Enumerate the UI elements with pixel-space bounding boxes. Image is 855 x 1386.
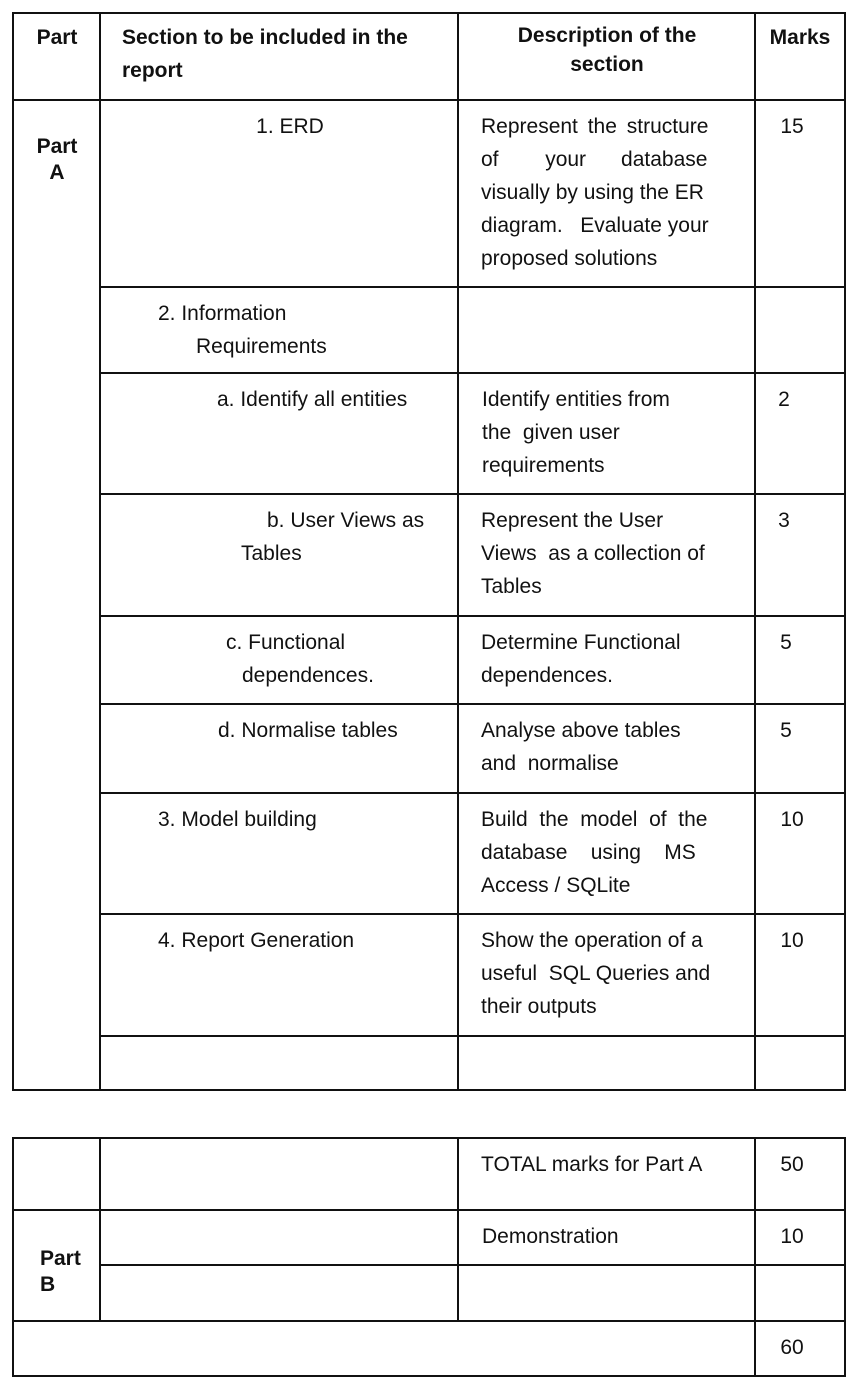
part-b-label <box>40 1246 100 1298</box>
marks-cell: 2 <box>778 388 790 411</box>
header-marks: Marks <box>769 26 831 49</box>
section-cell: 4. Report Generation <box>158 929 355 952</box>
desc-line: Build the model of the <box>481 808 708 831</box>
desc-line: Identify entities from <box>482 388 670 411</box>
desc-line: Determine Functional <box>481 631 681 654</box>
section-line: dependences. <box>242 664 374 687</box>
part-a-label <box>14 134 100 186</box>
section-line: Tables <box>241 542 302 565</box>
desc-line: of your database <box>481 148 708 171</box>
desc-line: database using MS <box>481 841 696 864</box>
desc-line: dependences. <box>481 664 613 687</box>
header-description-line2: section <box>570 53 644 76</box>
description-cell <box>481 110 741 275</box>
marks-cell: 5 <box>780 719 792 742</box>
desc-line: proposed solutions <box>481 247 658 270</box>
part-a-label-line1: Part <box>36 135 78 158</box>
description-cell <box>481 714 743 780</box>
section-cell: a. Identify all entities <box>217 388 408 411</box>
total-part-a-label: TOTAL marks for Part A <box>481 1153 703 1176</box>
description-cell <box>482 383 742 482</box>
section-line: b. User Views as <box>267 509 425 532</box>
total-part-a-marks: 50 <box>780 1153 804 1176</box>
desc-line: visually by using the ER <box>481 181 704 204</box>
header-part: Part <box>36 26 78 49</box>
desc-line: Represent the User <box>481 509 664 532</box>
section-cell <box>226 626 451 692</box>
desc-line: Represent the structure <box>481 115 709 138</box>
desc-line: Analyse above tables <box>481 719 681 742</box>
description-cell <box>481 803 741 902</box>
desc-line: Access / SQLite <box>481 874 631 897</box>
section-cell: d. Normalise tables <box>218 719 398 742</box>
description-cell <box>481 626 743 692</box>
desc-line: useful SQL Queries and <box>481 962 711 985</box>
desc-line: Tables <box>481 575 542 598</box>
desc-line: diagram. Evaluate your <box>481 214 709 237</box>
marks-cell: 15 <box>780 115 804 138</box>
section-cell <box>241 504 451 570</box>
part-a-label-line2: A <box>49 161 65 184</box>
demonstration-marks: 10 <box>780 1225 804 1248</box>
desc-line: Show the operation of a <box>481 929 703 952</box>
description-cell <box>481 924 743 1023</box>
desc-line: the given user <box>482 421 620 444</box>
desc-line: and normalise <box>481 752 619 775</box>
part-b-label-line1: Part <box>40 1247 81 1270</box>
demonstration-label: Demonstration <box>482 1225 619 1248</box>
desc-line: their outputs <box>481 995 597 1018</box>
section-line: Requirements <box>196 335 327 358</box>
header-section-line2: report <box>122 59 183 82</box>
header-description-line1: Description of the <box>517 24 697 47</box>
marks-cell: 5 <box>780 631 792 654</box>
section-line: 2. Information <box>158 302 287 325</box>
part-b-label-line2: B <box>40 1273 56 1296</box>
section-cell: 1. ERD <box>256 115 324 138</box>
section-cell <box>158 297 448 363</box>
marks-cell: 10 <box>780 929 804 952</box>
marks-cell: 10 <box>780 808 804 831</box>
desc-line: Views as a collection of <box>481 542 705 565</box>
desc-line: requirements <box>482 454 605 477</box>
header-description <box>459 21 755 79</box>
header-section <box>122 21 452 87</box>
description-cell <box>481 504 743 603</box>
marks-cell: 3 <box>778 509 790 532</box>
grand-total-marks: 60 <box>780 1336 804 1359</box>
header-section-line1: Section to be included in the <box>122 26 408 49</box>
section-line: c. Functional <box>226 631 346 654</box>
section-cell: 3. Model building <box>158 808 317 831</box>
